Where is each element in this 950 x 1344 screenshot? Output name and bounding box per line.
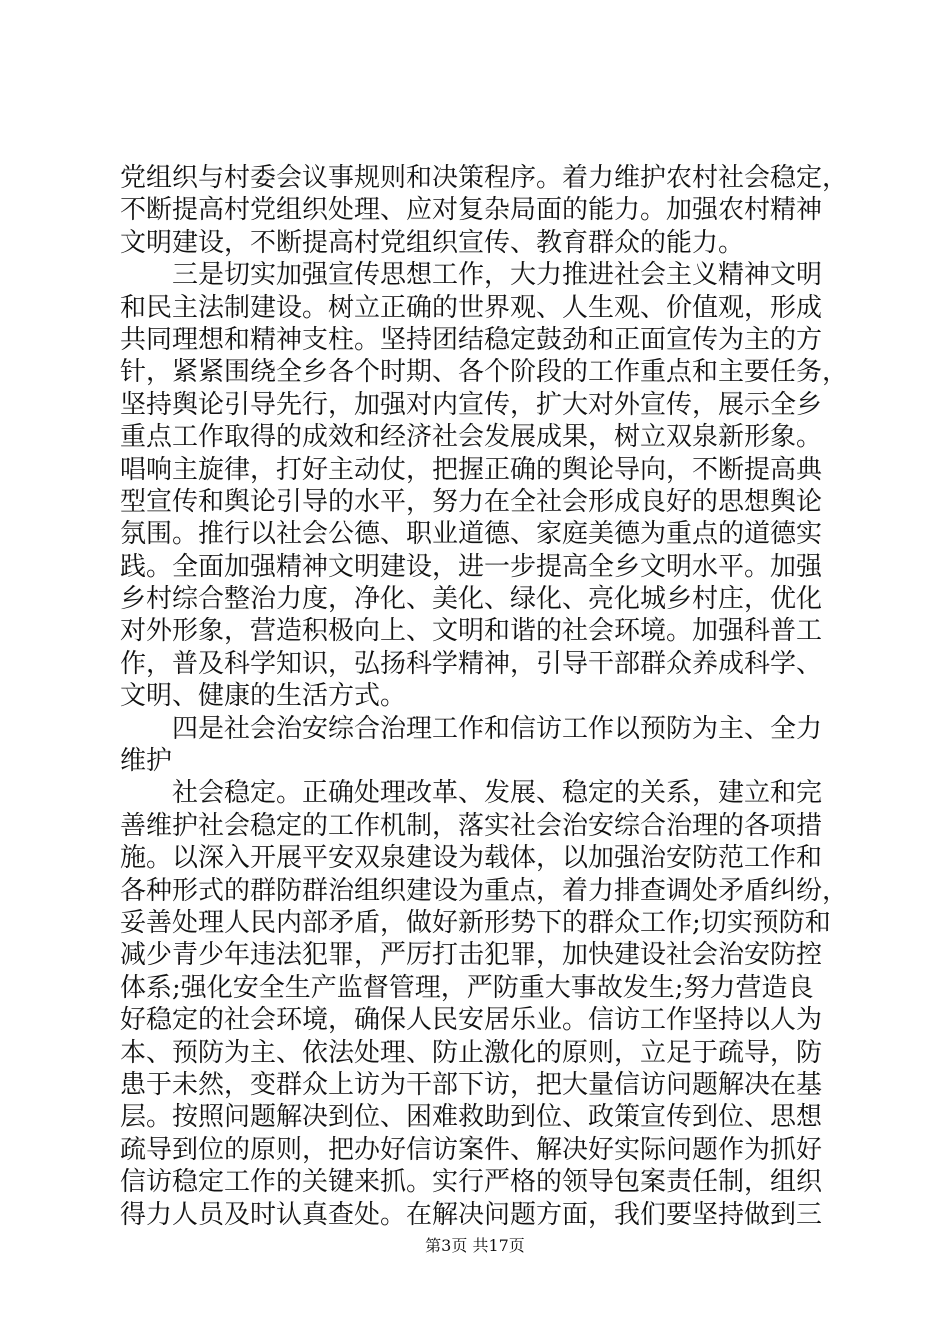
text-line: 妥善处理人民内部矛盾，做好新形势下的群众工作;切实预防和 [120,907,831,938]
text-line: 四是社会治安综合治理工作和信访工作以预防为主、全力 [120,713,823,744]
text-line: 对外形象，营造积极向上、文明和谐的社会环境。加强科普工 [120,616,823,647]
text-line: 乡村综合整治力度，净化、美化、绿化、亮化城乡村庄，优化 [120,584,823,615]
text-line: 各种形式的群防群治组织建设为重点，着力排查调处矛盾纠纷， [120,875,849,906]
text-line: 社会稳定。正确处理改革、发展、稳定的关系，建立和完 [120,778,823,809]
text-line: 好稳定的社会环境，确保人民安居乐业。信访工作坚持以人为 [120,1005,823,1036]
text-line: 得力人员及时认真查处。在解决问题方面，我们要坚持做到三 [120,1199,823,1230]
text-line: 疏导到位的原则，把办好信访案件、解决好实际问题作为抓好 [120,1134,823,1165]
text-line: 型宣传和舆论引导的水平，努力在全社会形成良好的思想舆论 [120,486,823,517]
text-line: 三是切实加强宣传思想工作，大力推进社会主义精神文明 [120,260,823,291]
text-line: 党组织与村委会议事规则和决策程序。着力维护农村社会稳定， [120,163,849,193]
text-line: 善维护社会稳定的工作机制，落实社会治安综合治理的各项措 [120,810,823,841]
document-body [120,162,849,1231]
text-line: 和民主法制建设。树立正确的世界观、人生观、价值观，形成 [120,292,823,323]
text-line: 不断提高村党组织处理、应对复杂局面的能力。加强农村精神 [120,195,823,226]
text-line: 信访稳定工作的关键来抓。实行严格的领导包案责任制，组织 [120,1167,823,1198]
text-line: 维护 [120,746,173,777]
text-line: 减少青少年违法犯罪，严厉打击犯罪，加快建设社会治安防控 [120,940,823,971]
text-line: 坚持舆论引导先行，加强对内宣传，扩大对外宣传，展示全乡 [120,389,823,420]
text-line: 共同理想和精神支柱。坚持团结稳定鼓劲和正面宣传为主的方 [120,324,823,355]
text-line: 唱响主旋律，打好主动仗，把握正确的舆论导向，不断提高典 [120,454,823,485]
text-line: 针，紧紧围绕全乡各个时期、各个阶段的工作重点和主要任务， [120,357,849,388]
text-line: 重点工作取得的成效和经济社会发展成果，树立双泉新形象。 [120,422,823,453]
text-line: 文明建设，不断提高村党组织宣传、教育群众的能力。 [120,227,745,258]
text-line: 患于未然，变群众上访为干部下访，把大量信访问题解决在基 [120,1069,823,1100]
text-line: 层。按照问题解决到位、困难救助到位、政策宣传到位、思想 [120,1102,823,1133]
text-line: 体系;强化安全生产监督管理，严防重大事故发生;努力营造良 [120,972,814,1003]
text-line: 施。以深入开展平安双泉建设为载体，以加强治安防范工作和 [120,843,823,874]
text-line: 本、预防为主、依法处理、防止激化的原则，立足于疏导，防 [120,1037,823,1068]
page-number-footer: 第3页 共17页 [425,1236,525,1255]
text-line: 作，普及科学知识，弘扬科学精神，引导干部群众养成科学、 [120,648,823,679]
text-line: 氛围。推行以社会公德、职业道德、家庭美德为重点的道德实 [120,519,823,550]
text-line: 文明、健康的生活方式。 [120,681,407,712]
text-line: 践。全面加强精神文明建设，进一步提高全乡文明水平。加强 [120,551,823,582]
